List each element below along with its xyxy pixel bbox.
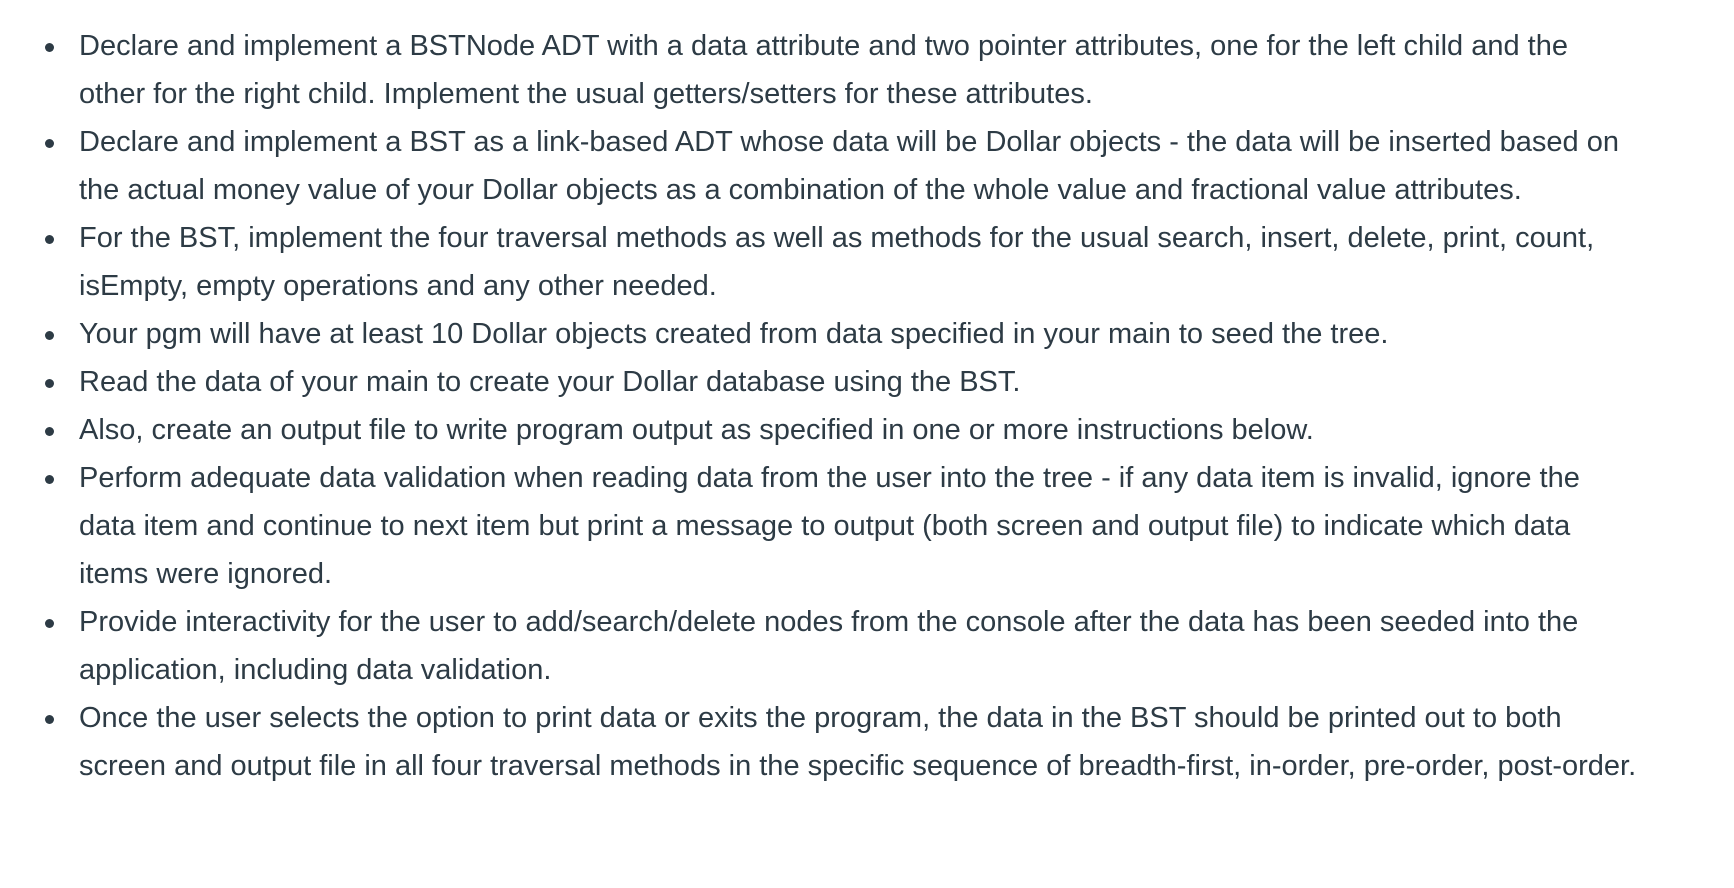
list-item-text: Perform adequate data validation when reading data from the user into the tree - if any data item is invalid, ignore the data item and continue to next item but print a message to output (both screen and output file) to indicate which data items were ignored. (79, 462, 1580, 590)
list-item (79, 598, 1640, 694)
list-item (79, 214, 1640, 310)
list-item (79, 310, 1640, 358)
list-item-text: Your pgm will have at least 10 Dollar objects created from data specified in your main to seed the tree. (79, 318, 1389, 350)
list-item-text: Also, create an output file to write program output as specified in one or more instructions below. (79, 414, 1314, 446)
bullet-icon (45, 43, 54, 52)
bullet-icon (45, 235, 54, 244)
list-item (79, 118, 1640, 214)
list-item-text: Provide interactivity for the user to add/search/delete nodes from the console after the data has been seeded into the application, including data validation. (79, 606, 1579, 686)
list-item-text: Once the user selects the option to print data or exits the program, the data in the BST should be printed out to both screen and output file in all four traversal methods in the specific sequence of breadth-first, in-order, pre-order, post-order. (79, 702, 1637, 782)
bullet-icon (45, 427, 54, 436)
list-item (79, 406, 1640, 454)
list-item-text: Read the data of your main to create your Dollar database using the BST. (79, 366, 1021, 398)
bullet-icon (45, 139, 54, 148)
list-item-text: Declare and implement a BSTNode ADT with a data attribute and two pointer attributes, one for the left child and the other for the right child. Implement the usual getters/setters for these attributes. (79, 30, 1568, 110)
bullet-icon (45, 475, 54, 484)
list-item (79, 694, 1640, 790)
list-item-text: For the BST, implement the four traversal methods as well as methods for the usual search, insert, delete, print, count, isEmpty, empty operations and any other needed. (79, 222, 1595, 302)
requirements-list (0, 22, 1640, 790)
bullet-icon (45, 715, 54, 724)
list-item (79, 358, 1640, 406)
bullet-icon (45, 331, 54, 340)
list-item (79, 22, 1640, 118)
list-item-text: Declare and implement a BST as a link-based ADT whose data will be Dollar objects - the data will be inserted based on the actual money value of your Dollar objects as a combination of the whole value and fractional value attributes. (79, 126, 1619, 206)
list-item (79, 454, 1640, 598)
bullet-icon (45, 379, 54, 388)
bullet-icon (45, 619, 54, 628)
